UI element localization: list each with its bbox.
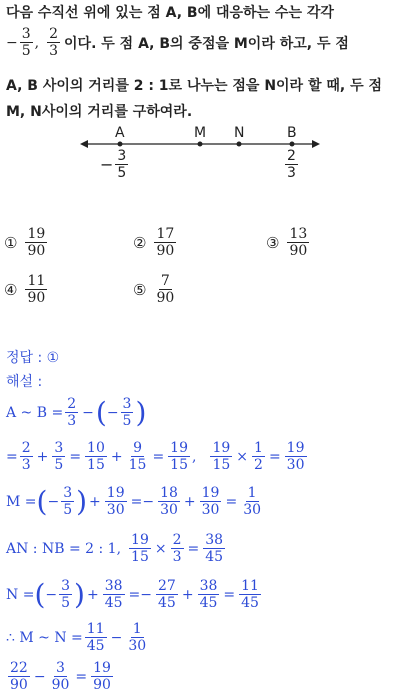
point-a-label: A — [115, 125, 125, 141]
fraction-b-num: 2 — [49, 26, 59, 42]
choice-5-den: 90 — [156, 290, 175, 306]
minus-sign: − — [6, 34, 18, 51]
answer-label: 정답 : ① — [6, 350, 60, 366]
value-b-num: 2 — [287, 148, 296, 164]
point-n-label: N — [234, 125, 245, 141]
problem-text-4: M, N사이의 거리를 구하여라. — [6, 104, 193, 120]
solution-step-6: ∴ M ~ N = $\frac{11}{45}$ − $\frac{1}{30}$ — [6, 621, 147, 654]
solution-step-4: AN : NB = 2 : 1, $\frac{19}{15}$ × $\frac{2}{3}$ = $\frac{38}{45}$ — [6, 532, 224, 565]
value-b — [283, 148, 300, 181]
point-m-label: M — [194, 125, 207, 141]
problem-text-2: 이다. 두 점 A, B의 중점을 M이라 하고, 두 점 — [64, 35, 349, 52]
choice-2-den: 90 — [156, 243, 175, 259]
point-m-dot — [198, 142, 203, 147]
choice-2-mark: ② — [133, 233, 147, 252]
choice-1-den: 90 — [27, 243, 46, 259]
value-a — [100, 148, 130, 181]
choice-2-num: 17 — [156, 226, 175, 242]
point-b-dot — [290, 142, 295, 147]
problem-line-2: − $\frac{3}{5}$ , $\frac{2}{3}$ 이다. 두 점 A, B의 중점을 M이라 하고, 두 점 — [6, 26, 349, 59]
step-1-lhs: A ~ B = — [6, 404, 64, 421]
step-6-lhs: ∴ M ~ N = — [6, 629, 83, 646]
solution-step-3: M = ( − $\frac{3}{5}$ ) + $\frac{19}{30}$ =− $\frac{18}{30}$ + $\frac{19}{30}$ = $\frac{1}{30}$ — [6, 484, 262, 518]
choice-3-den: 90 — [289, 243, 308, 259]
fraction-a-num: 3 — [21, 26, 31, 42]
problem-text-3: A, B 사이의 거리를 2 : 1로 나누는 점을 N이라 할 때, 두 점 — [6, 78, 382, 94]
choice-1-num: 19 — [27, 226, 46, 242]
step-4-lhs: AN : NB = 2 : 1, — [6, 540, 122, 557]
arrow-left-icon — [80, 140, 88, 148]
choice-2[interactable] — [133, 226, 178, 259]
choice-4-num: 11 — [27, 273, 46, 289]
solution-step-1: A ~ B = $\frac{2}{3}$ − ( − $\frac{3}{5}$ ) — [6, 395, 147, 429]
problem-line-3 — [6, 75, 382, 95]
value-b-den: 3 — [287, 165, 296, 181]
point-n-dot — [237, 142, 242, 147]
step-2-lhs: = — [6, 448, 18, 465]
fraction-a — [20, 26, 33, 59]
choice-3-mark: ③ — [266, 233, 280, 252]
fraction-a-den: 5 — [21, 43, 31, 59]
choice-5-mark: ⑤ — [133, 280, 147, 299]
value-a-sign: − — [100, 155, 114, 174]
problem-line-4 — [6, 101, 192, 121]
fraction-b-den: 3 — [49, 43, 59, 59]
point-a-dot — [118, 142, 123, 147]
solution-step-7: $\frac{22}{90}$ − $\frac{3}{90}$ = $\frac{19}{90}$ — [10, 660, 111, 693]
value-a-den: 5 — [117, 165, 127, 181]
choice-1-mark: ① — [4, 233, 18, 252]
step-3-lhs: M = — [6, 493, 37, 510]
arrow-right-icon — [312, 140, 320, 148]
point-b-label: B — [287, 125, 297, 141]
solution-step-5: N = ( − $\frac{3}{5}$ ) + $\frac{38}{45}$ =− $\frac{27}{45}$ + $\frac{38}{45}$ = $\frac{11}{45}$ — [6, 577, 259, 611]
fraction-b — [47, 26, 60, 59]
choice-5[interactable] — [133, 273, 178, 306]
choice-5-num: 7 — [160, 273, 170, 289]
problem-line-1 — [6, 2, 334, 22]
value-a-num: 3 — [117, 148, 127, 164]
choice-3[interactable] — [266, 226, 311, 259]
explanation-title: 해설 : — [6, 374, 43, 390]
choice-4[interactable] — [4, 273, 49, 306]
choice-4-mark: ④ — [4, 280, 18, 299]
choice-1[interactable] — [4, 226, 49, 259]
solution-step-2: = $\frac{2}{3}$ + $\frac{3}{5}$ = $\frac{10}{15}$ + $\frac{9}{15}$ = $\frac{19}{15}$ , $\frac{19}{15}$ × $\frac{1}{2}$ = $\frac{19}{30}$ — [6, 440, 305, 473]
number-line-diagram — [0, 120, 400, 186]
choice-4-den: 90 — [27, 290, 46, 306]
step-5-lhs: N = — [6, 586, 35, 603]
choice-3-num: 13 — [289, 226, 308, 242]
problem-text-1: 다음 수직선 위에 있는 점 A, B에 대응하는 수는 각각 — [6, 5, 334, 21]
